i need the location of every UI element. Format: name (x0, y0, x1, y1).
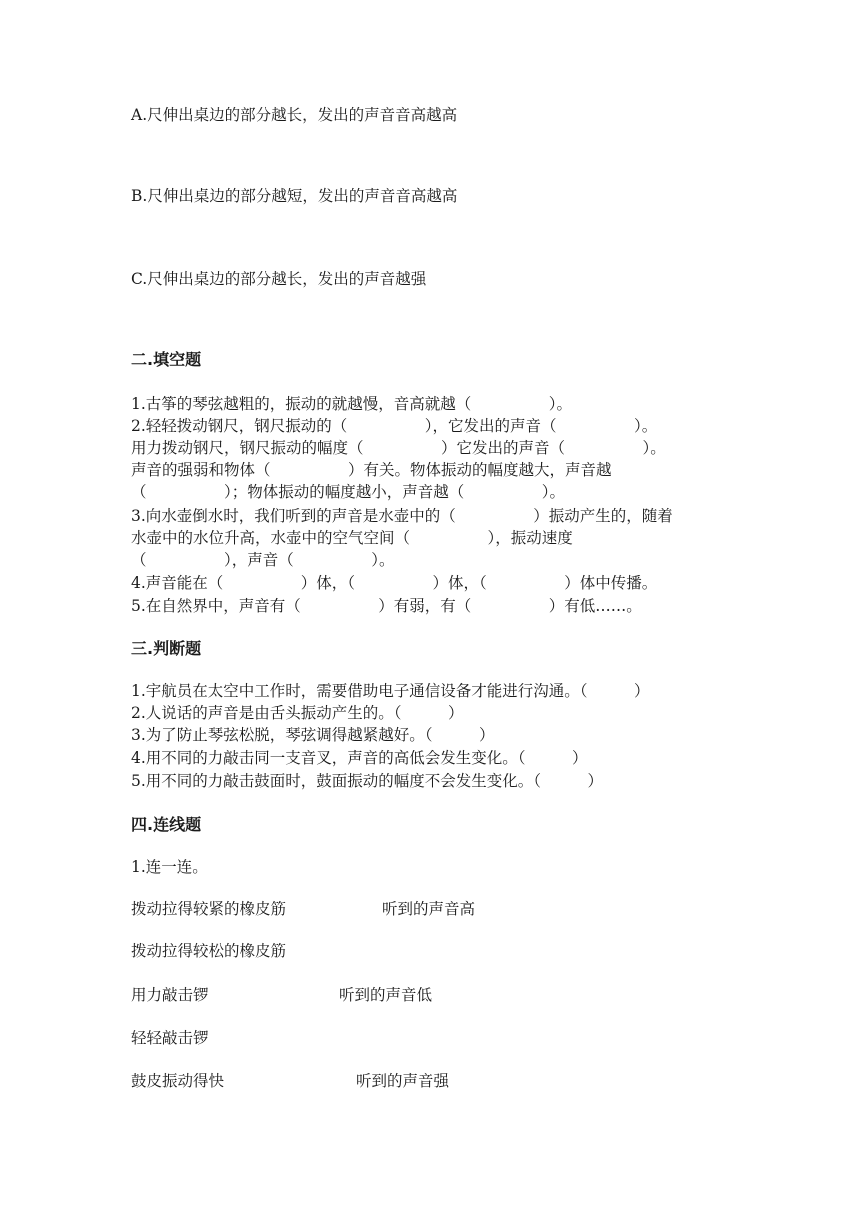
section-title-matching: 四.连线题 (131, 815, 202, 834)
matching-right-item: 听到的声音高 (382, 900, 476, 918)
fill-blank-line: 1.古筝的琴弦越粗的，振动的就越慢，音高就越（ ）。 (131, 395, 573, 413)
section-title-true-false: 三.判断题 (131, 639, 202, 658)
fill-blank-line: （ ），声音（ ）。 (131, 551, 395, 569)
fill-blank-line: （ ）；物体振动的幅度越小，声音越（ ）。 (131, 483, 566, 501)
matching-left-item: 拨动拉得较紧的橡皮筋 (131, 900, 287, 918)
matching-intro: 1.连一连。 (131, 858, 208, 876)
matching-right-item: 听到的声音低 (339, 986, 433, 1004)
choice-c: C.尺伸出桌边的部分越长，发出的声音越强 (131, 270, 427, 288)
section-title-fill-blank: 二.填空题 (131, 350, 202, 369)
true-false-line: 3.为了防止琴弦松脱，琴弦调得越紧越好。（ ） (131, 726, 495, 744)
fill-blank-line: 4.声音能在（ ）体，（ ）体，（ ）体中传播。 (131, 574, 658, 592)
choice-a: A.尺伸出桌边的部分越长，发出的声音音高越高 (131, 106, 458, 124)
true-false-line: 2.人说话的声音是由舌头振动产生的。（ ） (131, 704, 464, 722)
fill-blank-line: 声音的强弱和物体（ ）有关。物体振动的幅度越大，声音越 (131, 461, 612, 479)
matching-left-item: 鼓皮振动得快 (131, 1072, 225, 1090)
fill-blank-line: 水壶中的水位升高，水壶中的空气空间（ ），振动速度 (131, 529, 573, 547)
true-false-line: 4.用不同的力敲击同一支音叉，声音的高低会发生变化。（ ） (131, 749, 588, 767)
fill-blank-line: 5.在自然界中，声音有（ ）有弱，有（ ）有低……。 (131, 597, 642, 615)
choice-b: B.尺伸出桌边的部分越短，发出的声音音高越高 (131, 187, 458, 205)
fill-blank-line: 3.向水壶倒水时，我们听到的声音是水壶中的（ ）振动产生的，随着 (131, 507, 673, 525)
matching-left-item: 轻轻敲击锣 (131, 1029, 209, 1047)
matching-left-item: 用力敲击锣 (131, 986, 209, 1004)
fill-blank-line: 用力拨动钢尺，钢尺振动的幅度（ ）它发出的声音（ ）。 (131, 439, 666, 457)
fill-blank-line: 2.轻轻拨动钢尺，钢尺振动的（ ），它发出的声音（ ）。 (131, 417, 658, 435)
true-false-line: 1.宇航员在太空中工作时，需要借助电子通信设备才能进行沟通。（ ） (131, 682, 650, 700)
matching-left-item: 拨动拉得较松的橡皮筋 (131, 942, 287, 960)
true-false-line: 5.用不同的力敲击鼓面时，鼓面振动的幅度不会发生变化。（ ） (131, 772, 604, 790)
matching-right-item: 听到的声音强 (356, 1072, 450, 1090)
